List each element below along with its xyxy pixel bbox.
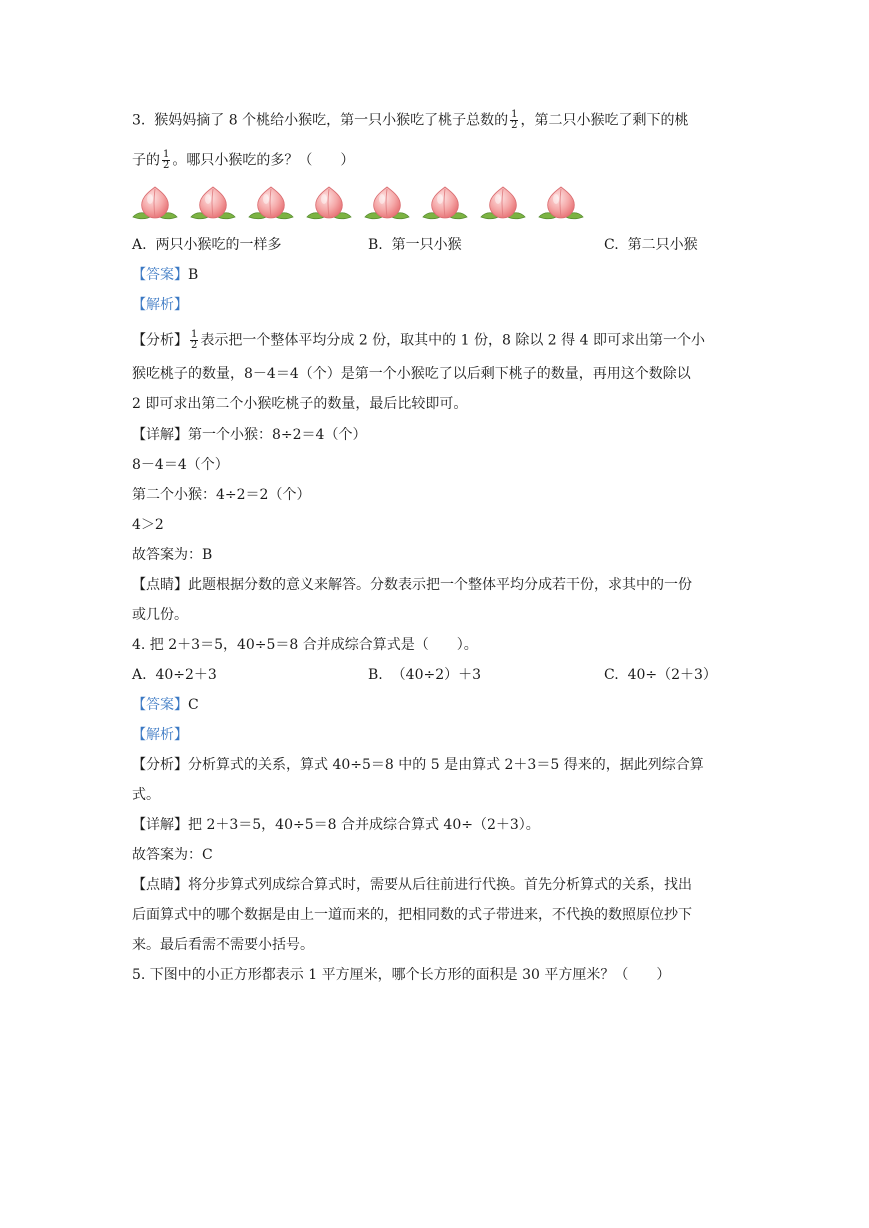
q3-stem-part-d: 。哪只小猴吃的多？（ ） — [172, 152, 355, 169]
fraction-one-half: $\frac{1}{2}$ — [163, 149, 170, 171]
peach-icon — [188, 183, 238, 225]
peach-icon — [246, 183, 296, 225]
q3-xiangjie-line4: 4＞2 — [132, 517, 164, 533]
q3-dianjing-line2: 或几份。 — [132, 607, 188, 623]
xiangjie-tag: 【详解】 — [132, 817, 188, 833]
q3-stem-part-a: 猴妈妈摘了 8 个桃给小猴吃，第一只小猴吃了桃子总数的 — [154, 112, 509, 129]
peach-icon — [536, 183, 586, 225]
q3-stem-line1 — [132, 110, 688, 131]
q4-option-b: B. （40÷2）＋3 — [368, 667, 482, 683]
q4-option-c: C. 40÷（2＋3） — [604, 667, 717, 683]
q3-dianjing-line1: 【点睛】此题根据分数的意义来解答。分数表示把一个整体平均分成若干份，求其中的一份 — [132, 577, 692, 593]
analysis-tag: 【解析】 — [132, 727, 188, 743]
q4-stem: 4. 把 2＋3＝5，40÷5＝8 合并成综合算式是（ ）。 — [132, 637, 478, 653]
q4-fenxi-line2: 式。 — [132, 787, 160, 803]
q4-analysis-heading — [132, 725, 188, 745]
q4-dianjing-line2: 后面算式中的哪个数据是由上一道而来的，把相同数的式子带进来，不代换的数照原位抄下 — [132, 907, 692, 923]
q3-option-b: B. 第一只小猴 — [368, 237, 462, 253]
q3-xiangjie-line1: 【详解】第一个小猴：8÷2＝4（个） — [132, 427, 367, 443]
q4-option-a: A. 40÷2＋3 — [132, 667, 217, 683]
q3-option-c: C. 第二只小猴 — [604, 237, 698, 253]
q3-answer: 【答案】B — [132, 267, 199, 283]
q4-xiangjie-line1: 【详解】把 2＋3＝5，40÷5＝8 合并成综合算式 40÷（2＋3）。 — [132, 817, 540, 833]
answer-tag: 【答案】 — [132, 697, 188, 713]
peach-icon — [130, 183, 180, 225]
q3-xiangjie-line3: 第二个小猴：4÷2＝2（个） — [132, 487, 311, 503]
q3-stem-part-b: ，第二只小猴吃了剩下的桃 — [520, 112, 689, 129]
q3-stem-line2 — [132, 150, 354, 171]
peach-icon — [304, 183, 354, 225]
fenxi-tag: 【分析】 — [132, 757, 188, 773]
peach-icon — [420, 183, 470, 225]
q3-xiangjie-line2: 8－4＝4（个） — [132, 457, 229, 473]
q4-fenxi-line1: 【分析】分析算式的关系，算式 40÷5＝8 中的 5 是由算式 2＋3＝5 得来的，据此列综合算 — [132, 757, 704, 773]
answer-tag: 【答案】 — [132, 267, 188, 283]
q3-analysis-heading — [132, 295, 188, 315]
xiangjie-tag: 【详解】 — [132, 427, 188, 443]
peach-row — [130, 183, 600, 225]
peach-icon — [478, 183, 528, 225]
q3-fenxi-line1: 【分析】 $\frac{1}{2}$ 表示把一个整体平均分成 2 份，取其中的 1 份，8 除以 2 得 4 即可求出第一个小 — [132, 329, 705, 351]
q3-conclusion: 故答案为：B — [132, 547, 213, 563]
fenxi-tag: 【分析】 — [132, 332, 188, 349]
q3-fenxi-line3: 2 即可求出第二个小猴吃桃子的数量，最后比较即可。 — [132, 396, 468, 412]
analysis-tag: 【解析】 — [132, 297, 188, 313]
q5-stem: 5. 下图中的小正方形都表示 1 平方厘米，哪个长方形的面积是 30 平方厘米？（ ） — [132, 967, 671, 983]
q4-dianjing-line3: 来。最后看需不需要小括号。 — [132, 937, 314, 953]
fraction-one-half: $\frac{1}{2}$ — [511, 109, 518, 131]
fraction-one-half: $\frac{1}{2}$ — [191, 329, 198, 351]
dianjing-tag: 【点睛】 — [132, 577, 188, 593]
q3-fenxi-line2: 猴吃桃子的数量，8－4＝4（个）是第一个小猴吃了以后剩下桃子的数量，再用这个数除以 — [132, 366, 691, 382]
q4-conclusion: 故答案为：C — [132, 847, 213, 863]
q3-stem-part-c: 子的 — [132, 152, 160, 169]
q4-dianjing-line1: 【点睛】将分步算式列成综合算式时，需要从后往前进行代换。首先分析算式的关系，找出 — [132, 877, 692, 893]
q4-answer: 【答案】C — [132, 697, 199, 713]
dianjing-tag: 【点睛】 — [132, 877, 188, 893]
q3-number: 3. — [132, 112, 146, 129]
peach-icon — [362, 183, 412, 225]
q3-option-a: A. 两只小猴吃的一样多 — [132, 237, 282, 253]
